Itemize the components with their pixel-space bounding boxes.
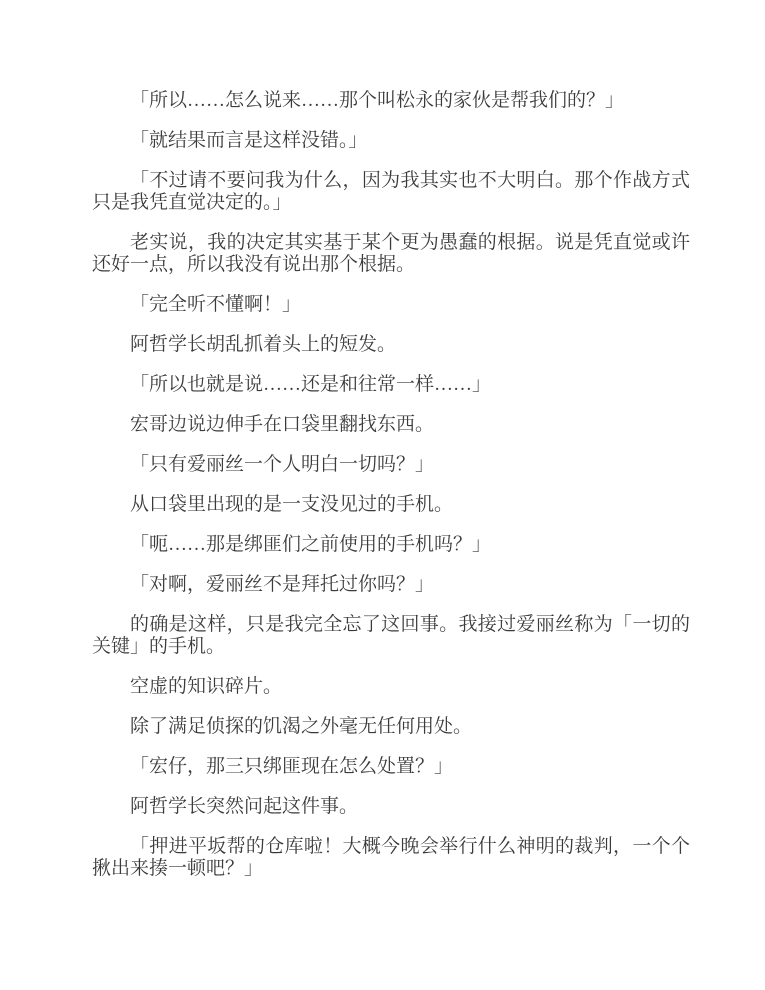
paragraph: 「就结果而言是这样没错。」 (130, 130, 368, 151)
paragraph: 从口袋里出现的是一支没见过的手机。 (130, 494, 454, 515)
paragraph: 「所以……怎么说来……那个叫松永的家伙是帮我们的？」 (130, 90, 625, 111)
paragraph: 老实说，我的决定其实基于某个更为愚蠢的根据。说是凭直觉或许还好一点，所以我没有说出那个根据。 (92, 232, 690, 275)
paragraph: 「完全听不懂啊！」 (130, 294, 302, 315)
paragraph: 宏哥边说边伸手在口袋里翻找东西。 (130, 414, 435, 435)
paragraph: 「押进平坂帮的仓库啦！大概今晚会举行什么神明的裁判，一个个揪出来揍一顿吧？」 (92, 836, 690, 879)
paragraph: 「呃……那是绑匪们之前使用的手机吗？」 (130, 534, 492, 555)
paragraph: 「所以也就是说……还是和往常一样……」 (130, 374, 492, 395)
paragraph: 「宏仔，那三只绑匪现在怎么处置？」 (130, 756, 454, 777)
paragraph: 「对啊，爱丽丝不是拜托过你吗？」 (130, 574, 435, 595)
paragraph: 「不过请不要问我为什么，因为我其实也不大明白。那个作战方式只是我凭直觉决定的。」 (92, 170, 690, 213)
paragraph: 「只有爱丽丝一个人明白一切吗？」 (130, 454, 435, 475)
paragraph: 阿哲学长胡乱抓着头上的短发。 (130, 334, 397, 355)
paragraph: 的确是这样，只是我完全忘了这回事。我接过爱丽丝称为「一切的关键」的手机。 (92, 614, 690, 657)
paragraph: 除了满足侦探的饥渴之外毫无任何用处。 (130, 716, 473, 737)
paragraph: 空虚的知识碎片。 (130, 676, 283, 697)
paragraph: 阿哲学长突然问起这件事。 (130, 796, 359, 817)
